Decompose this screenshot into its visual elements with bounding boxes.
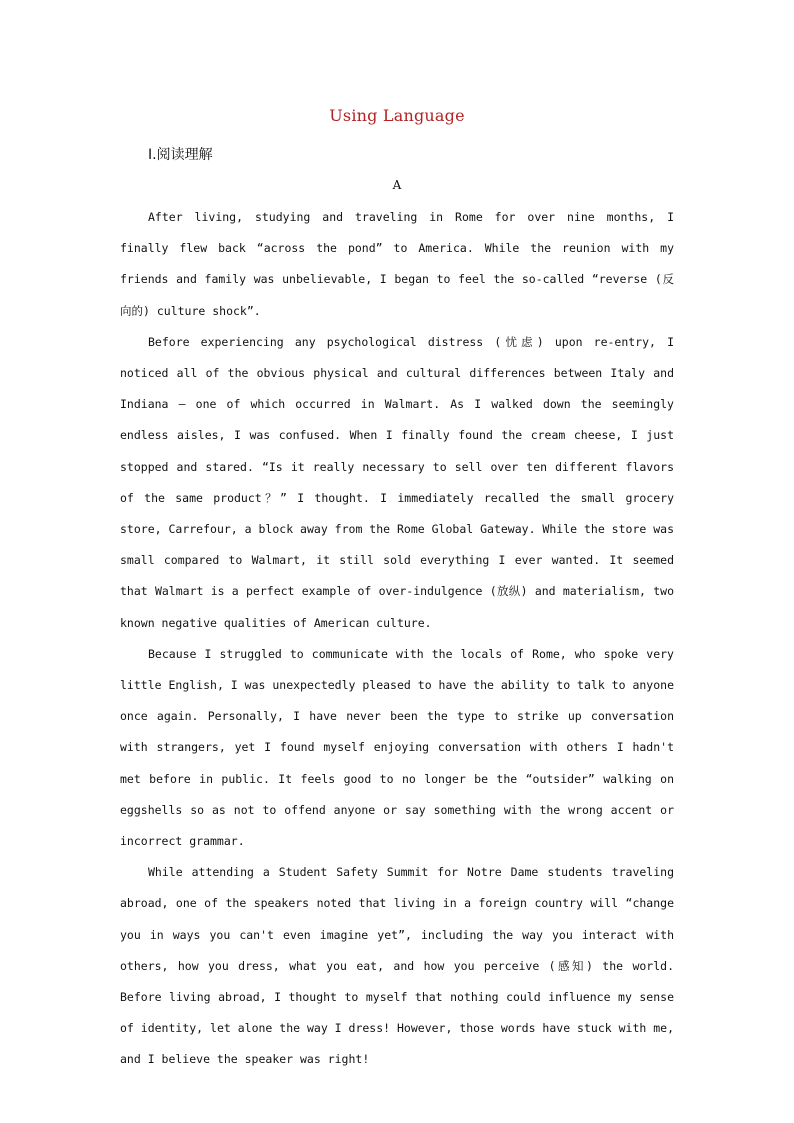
paragraph-3: Because I struggled to communicate with the locals of Rome, who spoke very little English, I was unexpectedly pleased to have the ability to talk to anyone once again. Personally, I have never been the type to strike up conversation with strangers, yet I found myself enjoying conversation with others I hadn't met before in public. It feels good to no longer be the “outsider” walking on eggshells so as not to offend anyone or say something with the wrong accent or incorrect grammar. (120, 646, 674, 849)
paragraph-2: Before experiencing any psychological distress (忧虑) upon re-entry, I noticed all of the obvious physical and cultural differences between Italy and Indiana — one of which occurred in Walmart. As I walked down the seemingly endless aisles, I was confused. When I finally found the cream cheese, I just stopped and stared. “Is it really necessary to sell over ten different flavors of the same product？” I thought. I immediately recalled the small grocery store, Carrefour, a block away from the Rome Global Gateway. While the store was small compared to Walmart, it still sold everything I ever wanted. It seemed that Walmart is a perfect example of over-indulgence (放纵) and materialism, two known negative qualities of American culture. (120, 334, 674, 630)
page-title: Using Language (329, 106, 465, 125)
section-heading: Ⅰ.阅读理解 (148, 147, 213, 163)
paragraph-4: While attending a Student Safety Summit for Notre Dame students traveling abroad, one of the speakers noted that living in a foreign country will “change you in ways you can't even imagine yet”, including the way you interact with others, how you dress, what you eat, and how you perceive (感知) the world. Before living abroad, I thought to myself that nothing could influence my sense of identity, let alone the way I dress! However, those words have stuck with me, and I believe the speaker was right! (120, 865, 674, 1067)
passage-body (120, 202, 674, 1076)
paragraph-1: After living, studying and traveling in Rome for over nine months, I finally flew back “across the pond” to America. While the reunion with my friends and family was unbelievable, I began to feel the so-called “reverse (反向的) culture shock”. (120, 210, 674, 318)
passage-label: A (392, 178, 402, 192)
